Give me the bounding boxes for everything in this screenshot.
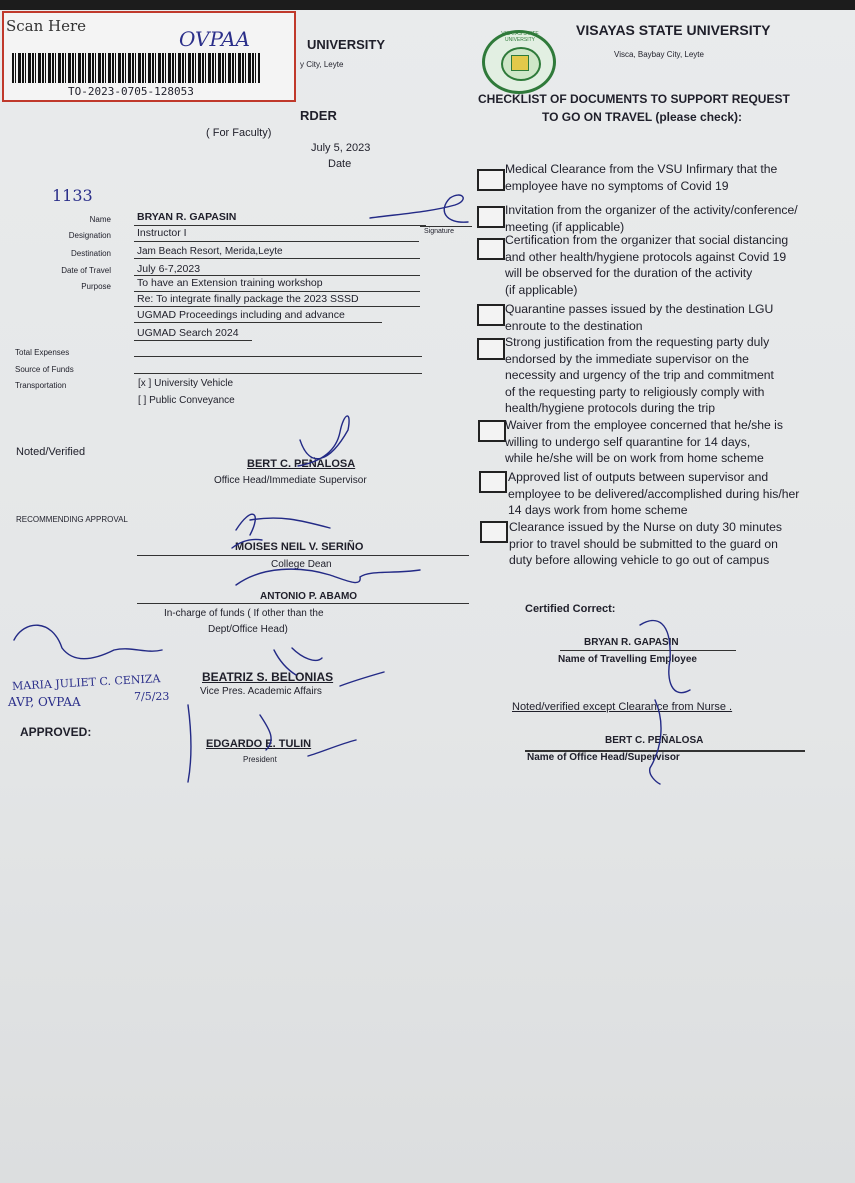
checkbox-strong-justification[interactable] — [477, 338, 505, 360]
total-expenses-label: Total Expenses — [15, 348, 70, 357]
order-date-label: Date — [328, 158, 352, 170]
checklist-line: employee to be delivered/accomplished during his/her — [508, 486, 800, 501]
name-value: BRYAN R. GAPASIN — [137, 211, 237, 223]
employee-name: BRYAN R. GAPASIN — [584, 637, 679, 648]
destination-label: Destination — [70, 249, 111, 258]
checkbox-nurse-clearance[interactable] — [480, 521, 508, 543]
tracking-sticker — [2, 11, 296, 102]
checklist-line: necessity and urgency of the trip and commitment — [505, 368, 774, 383]
address-partial: y City, Leyte — [300, 60, 344, 69]
signature-label: Signature — [424, 228, 454, 235]
purpose-line: UGMAD Proceedings including and advance — [137, 309, 345, 321]
checklist-line: enroute to the destination — [505, 318, 643, 333]
transport-option-vehicle: [x ] University Vehicle — [138, 378, 234, 389]
purpose-line: To have an Extension training workshop — [137, 277, 323, 289]
scan-top-edge — [0, 0, 855, 10]
designation-value: Instructor I — [137, 227, 187, 239]
purpose-label: Purpose — [81, 282, 111, 291]
checklist-line: Medical Clearance from the VSU Infirmary that the — [505, 162, 778, 176]
checklist-line: employee have no symptoms of Covid 19 — [505, 178, 729, 193]
funds-name: ANTONIO P. ABAMO — [260, 591, 358, 602]
checklist-line: willing to undergo self quarantine for 14 days, — [505, 434, 751, 449]
university-seal — [482, 30, 556, 94]
checklist-line: (if applicable) — [505, 282, 578, 297]
travel-order-title-partial: RDER — [300, 108, 337, 123]
checklist-line: meeting (if applicable) — [505, 219, 625, 234]
date-travel-label: Date of Travel — [61, 266, 111, 275]
funds-title-2: Dept/Office Head) — [208, 624, 288, 635]
university-partial: UNIVERSITY — [307, 37, 386, 52]
checklist-line: prior to travel should be submitted to the guard on — [509, 536, 778, 551]
checklist-line: and other health/hygiene protocols against Covid 19 — [505, 249, 787, 264]
funds-title-1: In-charge of funds ( If other than the — [164, 608, 324, 619]
university-address: Visca, Baybay City, Leyte — [614, 50, 704, 59]
checklist-line: endorsed by the immediate supervisor on the — [505, 351, 749, 366]
checkbox-quarantine-passes[interactable] — [477, 304, 505, 326]
checklist-line: 14 days work from home scheme — [508, 503, 688, 518]
vp-title: Vice Pres. Academic Affairs — [200, 686, 322, 697]
checkbox-invitation[interactable] — [477, 206, 505, 228]
checkbox-approved-outputs[interactable] — [479, 471, 507, 493]
checklist-line: Certification from the organizer that social distancing — [505, 233, 789, 247]
checkbox-waiver[interactable] — [478, 420, 506, 442]
transportation-label: Transportation — [15, 381, 67, 390]
noted-except-nurse: Noted/verified except Clearance from Nurse . — [512, 701, 733, 713]
university-name: VISAYAS STATE UNIVERSITY — [576, 22, 771, 38]
signature-gapasin — [370, 195, 468, 222]
checklist-line: Quarantine passes issued by the destination LGU — [505, 302, 774, 316]
checklist-title-2: TO GO ON TRAVEL (please check): — [542, 110, 743, 124]
noted-label: Noted/Verified — [16, 446, 86, 458]
source-funds-label: Source of Funds — [15, 365, 74, 374]
handwritten-note-name: MARIA JULIET C. CENIZA — [11, 672, 161, 693]
purpose-line: Re: To integrate finally package the 2023 SSSD — [137, 293, 359, 305]
dean-name: MOISES NEIL V. SERIÑO — [235, 541, 364, 553]
scan-here-label: Scan Here — [6, 17, 87, 35]
checklist-item-5 — [505, 334, 774, 417]
name-label: Name — [89, 215, 111, 224]
order-date: July 5, 2023 — [311, 142, 371, 154]
employee-title: Name of Travelling Employee — [558, 654, 697, 665]
dean-title: College Dean — [271, 559, 332, 570]
checklist-line: Clearance issued by the Nurse on duty 30 minutes — [509, 520, 783, 534]
checklist-item-1 — [505, 161, 777, 194]
supervisor-name: BERT C. PEÑALOSA — [605, 735, 704, 746]
signature-abamo — [236, 569, 420, 585]
handwritten-number: 1133 — [52, 186, 93, 205]
checklist-line: while he/she will be on work from home scheme — [505, 451, 764, 466]
for-faculty: ( For Faculty) — [206, 127, 272, 139]
recommending-label: RECOMMENDING APPROVAL — [16, 515, 128, 524]
checklist-item-8 — [509, 519, 782, 569]
president-title: President — [243, 755, 277, 764]
checklist-line: Waiver from the employee concerned that he/she is — [505, 418, 783, 432]
checklist-line: Strong justification from the requesting party duly — [505, 335, 770, 349]
designation-label: Designation — [68, 231, 111, 240]
checklist-item-7 — [508, 469, 799, 519]
seal-text: VISAYAS STATE UNIVERSITY — [501, 31, 539, 43]
checklist-item-4 — [505, 301, 773, 334]
checklist-item-3 — [505, 232, 788, 298]
checklist-line: Invitation from the organizer of the activity/conference/ — [505, 203, 798, 217]
checklist-item-6 — [505, 417, 783, 467]
purpose-line: UGMAD Search 2024 — [137, 327, 239, 339]
checklist-line: health/hygiene protocols during the trip — [505, 401, 716, 416]
president-name: EDGARDO E. TULIN — [206, 738, 312, 750]
barcode — [12, 53, 260, 83]
checklist-line: duty before allowing vehicle to go out of campus — [509, 553, 770, 568]
supervisor-title: Name of Office Head/Supervisor — [527, 752, 680, 763]
noted-name: BERT C. PEÑALOSA — [247, 458, 356, 470]
date-travel-value: July 6-7,2023 — [137, 263, 201, 275]
handwritten-office: OVPAA — [179, 27, 250, 51]
tracking-number: TO-2023-0705-128053 — [68, 85, 194, 98]
destination-value: Jam Beach Resort, Merida,Leyte — [137, 246, 283, 257]
handwritten-note-title: AVP, OVPAA — [8, 695, 81, 709]
checklist-line: of the requesting party to religiously comply with — [505, 384, 765, 399]
checkbox-medical-clearance[interactable] — [477, 169, 505, 191]
transport-option-public: [ ] Public Conveyance — [138, 395, 235, 406]
handwritten-date: 7/5/23 — [134, 690, 170, 703]
vp-name: BEATRIZ S. BELONIAS — [202, 670, 334, 684]
approved-label: APPROVED: — [20, 725, 92, 739]
certified-label: Certified Correct: — [525, 603, 616, 615]
checklist-title-1: CHECKLIST OF DOCUMENTS TO SUPPORT REQUEST — [478, 92, 790, 106]
checklist-line: will be observed for the duration of the activity — [505, 266, 753, 281]
signature-ceniza — [14, 625, 162, 659]
checkbox-certification[interactable] — [477, 238, 505, 260]
checklist-line: Approved list of outputs between supervisor and — [508, 470, 769, 484]
noted-title: Office Head/Immediate Supervisor — [214, 475, 367, 486]
checklist-item-2 — [505, 202, 798, 235]
